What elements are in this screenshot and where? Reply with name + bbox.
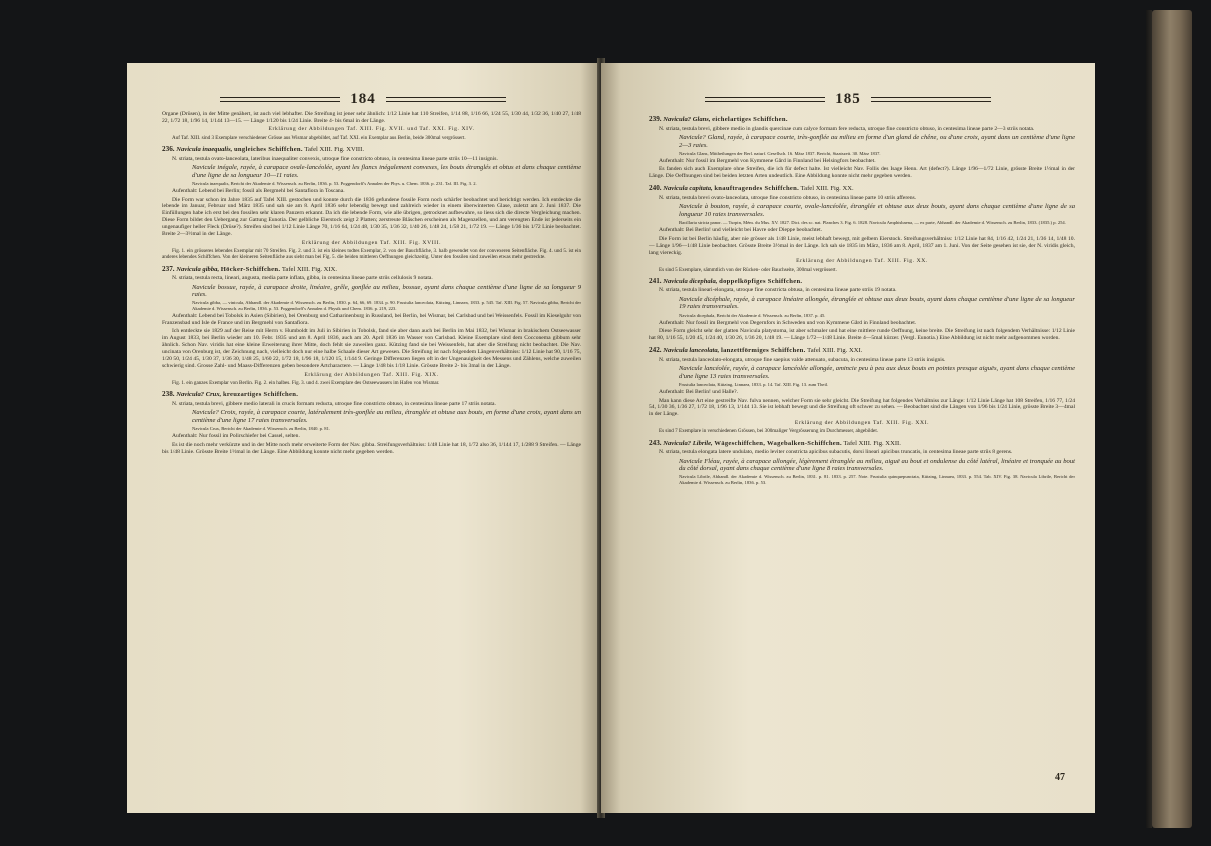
body-paragraph: Aufenthalt: Nur fossil im Bergmehl von Degernfors in Schweden und von Kymmene Gård in Finnland beobachtet. (659, 319, 917, 326)
body-paragraph: Man kann diese Art eine gestreifte Nav. fulva nennen, welcher Form sie sehr gleicht. Die Streifung hat folgendes Verhältniss zur Länge: 1/12 Linie Länge hat 108 Streifen, 1/16 77, 1/24 54, 1/30 36, 1/36 27, 1/72 18, 1/96 13, 1/144 13. Sie ist lebhaft bewegt und die Streifung oft schwer zu sehen. — Beobachtet sind die Längen von 1/96 bis 1/24 Linie, grösste Breite 3—4mal in der Länge. (649, 397, 1075, 418)
french-description: Navicule lancéolée, rayée, à carapace lancéolée allongée, amincie peu à peu aux deux bouts en pointes presque aiguës, ayant dans chaque centième d'une ligne 13 raies transversales. (679, 365, 1075, 380)
species-heading (649, 115, 1075, 125)
right-page (601, 63, 1095, 813)
species-number: 239. (649, 115, 662, 123)
species-german-name: eichelartiges Schiffchen. (712, 116, 788, 123)
body-paragraph: Organe (Drüsen), in der Mitte genähert, ist auch viel lebhafter. Die Streifung ist jener sehr ähnlich: 1/12 Linie hat 110 Streifen, 1/14 88, 1/16 66, 1/24 55, 1/30 44, 1/32 36, 1/40 27, 1/48 22, 1/72 18, 1/96 14, 1/144 13—15. — Länge 1/120 bis 1/24 Linie. Breite 4- bis 6mal in der Länge. (162, 111, 581, 124)
book-spine-edge (1152, 10, 1192, 828)
species-german-name: Höcker-Schiffchen. (220, 265, 281, 273)
french-description: Navicule dicéphale, rayée, à carapace linéaire allongée, étranglée et obtuse aux deux bouts, ayant dans chaque centième d'une ligne de sa longueur 19 raies transversales. (679, 295, 1075, 311)
french-description: Navicule inégale, rayée, à carapace ovale-lancéolée, ayant les flancs inégalement convexes, les bouts étranglés et obtus et dans chaque centième d'une ligne de sa longueur 10—11 raies. (192, 164, 581, 179)
species-latin-name: Navicula gibba, (176, 265, 220, 273)
figure-explanation-title: Erklärung der Abbildungen Taf. XIII. Fig. XVIII. (301, 239, 442, 246)
body-paragraph: Die Form war schon im Jahre 1835 auf Tafel XIII. gestochen und konnte durch die 1836 gefundene fossile Form noch schärfer beobachtet und berichtigt werden. Ich entdeckte die lebende im Januar, Februar und März 1835 und sah sie am 8. April 1836 sehr lebendig bewegt und zahlreich wieder in einem überwinterten Glase, zuletzt am 2. Juni 1837. Die Einfüllungen habe ich erst bei den fossilen sehr klaren Panzern erkannt. Da ich die lebende Form, wie alle übrigen, getrocknet aufbewahre, so liess sich die directe Vergleichung machen. Diese Form bildet den Uebergang zur Gattung Eunotia. Der gelbliche Eierstock zeigt 2 Platten; zerstreute Bläschen erscheinen als Magenzellen, und am verengten Ende ist jederseits ein ungenaufiger heller Fleck (Drüse?). Streifen sind bei 1/12 Linie Länge 70, 1/16 64, 1/24 48, 1/30 35, 1/36 32, 1/40 26, 1/48 24, 1/58 21, 1/72 19. — Länge 1/36 bis 1/72 Linie beobachtet. Breite 2—3½mal in der Länge. (162, 196, 581, 238)
body-paragraph: Die Form ist bei Berlin häufig, aber nie grösser als 1/48 Linie, meist lebhaft bewegt, mit gelbem Eierstock. Streifungsverhältniss: 1/12 Linie hat 84, 1/16 42, 1/24 21, 1/36 14, 1/48 10. — Länge 1/96—1/48 Linie beobachtet. Grösste Breite 3½mal in der Länge. Ich sah sie 1835 im März, 1836 am 8. April, 1837 am 1. Juni. Von der Seite gesehen ist sie, der N. viridis gleich, lang viereckig. (649, 235, 1075, 256)
french-description: Navicule Fléau, rayée, à carapace allongée, légèrement étranglée au milieu, aiguë au bout et ondulense du côté latéral, linéaire et tronquée au bout du côté dorsal, ayant dans chaque centième d'une ligne 8 raies transversales. (679, 457, 1075, 473)
citation: Navicula gibba, — vinicula, Abhandl. der Akademie d. Wissensch. zu Berlin, 1830. p. 64, 66, 69. 1834. p. 90. Frustulia lanceolata, Kützing, Linnaea, 1833. p. 545. Taf. XIII. Fig. 57. Navicula gibba, Bericht der Akademie d. Wissensch. zu Berlin, 1836. p. 53. Poggendorff's Annalen d. Physik und Chem. 1836. p. 219, 223. (192, 300, 581, 311)
body-paragraph: Aufenthalt: Lebend bei Berlin; fossil als Bergmehl bei Santafiora in Toscana. (172, 188, 345, 195)
species-latin-name: Navicula dicephala, (663, 277, 718, 285)
french-description: Navicule? Croix, rayée, à carapace courte, latéralement très-gonflée au milieu, étranglée et obtuse aux bouts, en forme d'une croix, ayant dans un centième d'une ligne 17 raies transversales. (192, 409, 581, 424)
figure-explanation: Fig. 1. ein grösseres lebendes Exemplar mit 70 Streifen. Fig. 2. und 3. ist ein kleines todtes Exemplar, 2. von der Bauchfläche, 3. halb gewendet von der convexeren Seitenfläche. Fig. 4. und 5. ist ein anderes lebendes Schiffchen. Von der kleineren Seitenfläche aus sieht man bei Fig. 5. die beiden mittleren Oeffnungen gleichzeitig. Unter den fossilen sind zuweilen etwas mehr gestreckte. (162, 248, 581, 261)
body-paragraph: Diese Form gleicht sehr der glatten Navicula platystoma, ist aber schmaler und hat eine mittlere runde Oeffnung, keine breite. Die Streifung ist nach folgendem Verhältnisse: 1/12 Linie hat 80, 1/16 55, 1/20 45, 1/24 40, 1/30 26, 1/36 20, 1/48 19. — Länge 1/72—1/48 Linie. Breite 4—5mal kürzer. (Vergl. Eunotia.) Eine Abbildung ist nicht mehr aufgenommen worden. (649, 328, 1075, 342)
body-paragraph: N. striata, testula recta, lineari, angusta, media parte inflata, gibba, in centesima lineae parte striis cellulosis 9 notata. (172, 275, 433, 282)
species-number: 243. (649, 438, 662, 447)
species-heading (649, 439, 1075, 449)
body-paragraph: Aufenthalt: Nur fossil im Polirschiefer bei Cassel, selten. (172, 433, 300, 440)
plate-reference: Tafel XIII. Fig. XX. (800, 185, 854, 193)
citation: Navicula Glans, Mittheilungen der Berl. naturf. Gesellsch. 16. März 1837. Bericht, Staatszeit. 30. März 1837. (679, 150, 881, 156)
species-number: 241. (649, 276, 662, 285)
species-heading (649, 277, 1075, 287)
species-german-name: knauftragendes Schiffchen. (714, 185, 800, 193)
body-paragraph: N. striata, testula elongata latere undulato, medio leviter constricta apicibus subacutis, dorsi lineari apicibus truncatis, in centesima lineae parte striis 8 gerens. (659, 449, 1013, 456)
figure-explanation: Fig. 1. ein ganzes Exemplar von Berlin. Fig. 2. ein halbes. Fig. 3. und 4. zwei Exemplare des Ostseewassers im Hafen von Wismar. (172, 380, 440, 387)
plate-reference: Tafel XIII. Fig. XIX. (281, 265, 338, 273)
left-folio (127, 91, 599, 108)
species-latin-name: Navicula capitata, (663, 185, 713, 193)
body-paragraph: N. striata, testula brevi, gibbere medio in glandis quercinae cum calyce formam fere reducta, utroque fine constricto obtuso, in centesima lineae parte 2—3 striis notata. (659, 125, 1035, 132)
body-paragraph: N. striata, testula ovato-lanceolata, lateribus inaequaliter convexis, utroque fine constricto obtuso, in centesima lineae parte striis 10—11 insignis. (172, 155, 498, 162)
body-paragraph: Ich entdeckte sie 1829 auf der Reise mit Herrn v. Humboldt im Juli in Sibirien in Tobolsk, fand sie aber dann auch bei Berlin im Mai 1832, bei Wismar in brakischem Ostseewasser im August 1833, bei Berlin wieder am 10. Febr. 1835 und am 8. April 1836, auch am 20. April 1836 im Wasser von Carlsbad. Kleine Exemplare sind dem Cocconema gibbum sehr ähnlich. Schon Nav. viridis hat eine kleine Erweiterung ihrer Mitte, doch fehlt sie zuweilen ganz. Kützing fand sie bei Weissenfels, hat aber die Streifung nicht beobachtet. Die Nav. uncinata von Orenburg ist, der Zeichnung nach, vielleicht doch nur eine halbe Schaale dieser Art gewesen. Die Streifung ist nach folgendem Längenverhältniss: 1/12 Linie hat 90, 1/16 75, 1/20 50, 1/24 45, 1/30 37, 1/36 30, 1/48 25, 1/60 22, 1/72 18, 1/96 18, 1/120 15, 1/144 9. Geringe Differenzen liegen oft in der Ungenauigkeit des Messens und Zählens, welche zuweilen schwierig sind. Grosse Zahl- und Maass-Differenzen geben besondere Artcharactere. — Länge 1/48 bis 1/18 Linie. Grösste Breite 2- bis 3mal in der Länge. (162, 328, 581, 370)
species-heading (649, 184, 1075, 194)
citation: Bacillaria stricta panor. — Turpin, Mém. du Mus. XV. 1827. Dict. des sc. nat. Planches 3. Fig. 6. 1828. Navicula Amphisbaena, — ex parte, Abhandl. der Akademie d. Wissensch. zu Berlin, 1833. (1835.) p. 254. (679, 220, 1066, 226)
body-paragraph: Aufenthalt: Bei Berlin! und vielleicht bei Havre oder Dieppe beobachtet. (659, 227, 823, 234)
right-folio (601, 91, 1095, 108)
figure-explanation-title: Erklärung der Abbildungen Taf. XIII. Fig. XIX. (304, 371, 439, 378)
left-page (127, 63, 599, 813)
plate-reference: Tafel XIII. Fig. XXI. (807, 347, 863, 355)
sheet-signature: 47 (1055, 772, 1065, 783)
body-paragraph: Aufenthalt: Bei Berlin! und Halle?. (659, 389, 739, 396)
species-german-name: ungleiches Schiffchen. (233, 146, 303, 154)
species-latin-name: Navicula? Crux, (176, 391, 222, 399)
body-paragraph: N. striata, testula brevi ovato-lanceolata, utroque fine constricto obtuso, in centesima lineae parte 10 striis afferens. (659, 194, 917, 201)
figure-explanation: Es sind 7 Exemplare in verschiedenen Grössen, bei 300maliger Vergrösserung im Durchmesser, abgebildet. (659, 428, 879, 435)
species-latin-name: Navicula lanceolata, (663, 347, 720, 355)
species-german-name: kreuzartiges Schiffchen. (222, 391, 299, 399)
right-page-number: 185 (835, 91, 861, 107)
citation: Navicula Crux, Bericht der Akademie d. Wissensch. zu Berlin, 1840. p. 81. (192, 426, 331, 431)
left-page-text (162, 111, 581, 457)
species-heading (649, 346, 1075, 356)
species-heading (162, 390, 581, 400)
body-paragraph: Es ist die noch mehr verkürzte und in der Mitte noch mehr erweiterte Form der Nav. gibba. Streifungsverhältniss: 1/48 Linie hat 18, 1/72 also 36, 1/144 17, 1/288 9 Streifen. — Länge bis 1/48 Linie. Grösste Breite 1½mal in der Länge. Eine Abbildung konnte nicht mehr gegeben werden. (162, 441, 581, 455)
species-number: 238. (162, 390, 175, 399)
species-heading (162, 265, 581, 275)
body-paragraph: N. striata, testula lineari-elongata, utroque fine constricta obtusa, in centesima lineae parte striis 19 notata. (659, 287, 897, 294)
french-description: Navicule? Gland, rayée, à carapace courte, très-gonflée au milieu en forme d'un gland de chêne, ou d'une croix, ayant dans un centième d'une ligne 2—3 raies. (679, 134, 1075, 149)
species-german-name: lanzettförmiges Schiffchen. (720, 347, 806, 355)
figure-explanation-title: Erklärung der Abbildungen Taf. XIII. Fig. XX. (796, 258, 928, 265)
species-number: 236. (162, 145, 175, 154)
species-heading (162, 145, 581, 155)
french-description: Navicule bossue, rayée, à carapace droite, linéaire, grêle, gonflée au milieu, bossue, ayant dans chaque centième d'une ligne de sa longueur 9 raies. (192, 283, 581, 299)
species-number: 242. (649, 346, 662, 355)
species-latin-name: Navicula? Librile, (663, 439, 713, 447)
plate-reference: Tafel XIII. Fig. XVIII. (304, 146, 364, 154)
citation: Navicula Librile, Abhandl. der Akademie d. Wissensch. zu Berlin, 1831. p. 81. 1833. p. 257. Note. Frustulia quinquepunctata, Kützing, Linnaea, 1833. p. 554. Tab. XIV. Fig. 38. Navicula Librile, Bericht der Akademie d. Wissensch. zu Berlin, 1836. p. 53. (679, 474, 1075, 485)
figure-explanation: Es sind 5 Exemplare, sämmtlich von der Rücken- oder Bauchseite, 300mal vergrössert. (659, 266, 837, 273)
body-paragraph: Aufenthalt: Lebend bei Tobolsk in Asien (Sibirien), bei Orenburg und Catharinenburg in Russland, bei Berlin, bei Wismar, bei Carlsbad und bei Weissenfels. Fossil im Kieselguhr von Franzensbad und Isle de France und im Bergmehl von Santafiora. (162, 313, 581, 326)
citation: Navicula inaequalis, Bericht der Akademie d. Wissensch. zu Berlin, 1836. p. 53. Poggendorff's Annalen der Phys. u. Chem. 1836. p. 231. Taf. III. Fig. 3. 2. (192, 180, 477, 186)
species-latin-name: Navicula inaequalis, (176, 146, 233, 154)
right-page-text (649, 111, 1075, 487)
citation: Navicula dicephala, Bericht der Akademie d. Wissensch. zu Berlin, 1837. p. 45. (679, 312, 826, 318)
left-page-number: 184 (350, 91, 376, 107)
species-german-name: doppelköpfiges Schiffchen. (719, 277, 803, 285)
plate-reference: Tafel XIII. Fig. XXII. (843, 439, 901, 447)
species-number: 237. (162, 264, 175, 273)
body-paragraph: Es fanden sich auch Exemplare ohne Streifen, die ich für defect halte. Ist vielleicht Nav. Follis des Isage Henn. Art (defect?). Länge 1/96—1/72 Linie, grösste Breite 1½mal in der Länge. Die Oeffnungen sind bei beiden letzten Arten undeutlich. Eine Abbildung konnte nicht mehr gegeben werden. (649, 166, 1075, 180)
citation: Frustulia lanceolata, Kützing, Linnaea, 1833. p. 14. Taf. XIII. Fig. 13. zum Theil. (679, 381, 829, 387)
french-description: Navicule à bouton, rayée, à carapace courte, ovale-lancéolée, étranglée et obtuse aux deux bouts, ayant dans chaque centième d'une ligne de sa longueur 10 raies transversales. (679, 203, 1075, 218)
species-german-name: Wägeschiffchen, Wagebalken-Schiffchen. (714, 439, 842, 447)
figure-explanation: Auf Taf. XIII. sind 3 Exemplare verschiedener Grösse aus Wismar abgebildet, auf Taf. XXI. ein Exemplar aus Berlin, beide 300mal vergrössert. (172, 134, 466, 141)
body-paragraph: N. striata, testula brevi, gibbere medio laterali in crucis formam reducta, utroque fine constricto obtuso, in centesima lineae parte 17 striis notata. (172, 400, 496, 407)
species-number: 240. (649, 184, 662, 193)
body-paragraph: N. striata, testula lanceolato-elongata, utroque fine saepius valde attenuato, subacuta, in centesima lineae parte 13 striis insignis. (659, 356, 946, 363)
figure-explanation-title: Erklärung der Abbildungen Taf. XIII. Fig. XVII. und Taf. XXI. Fig. XIV. (268, 126, 475, 133)
species-latin-name: Navicula? Glans, (663, 116, 711, 123)
body-paragraph: Aufenthalt: Nur fossil im Bergmehl von Kymmene Gård in Finnland bei Helsingfors beobachtet. (659, 157, 876, 164)
figure-explanation-title: Erklärung der Abbildungen Taf. XIII. Fig. XXI. (794, 419, 930, 426)
